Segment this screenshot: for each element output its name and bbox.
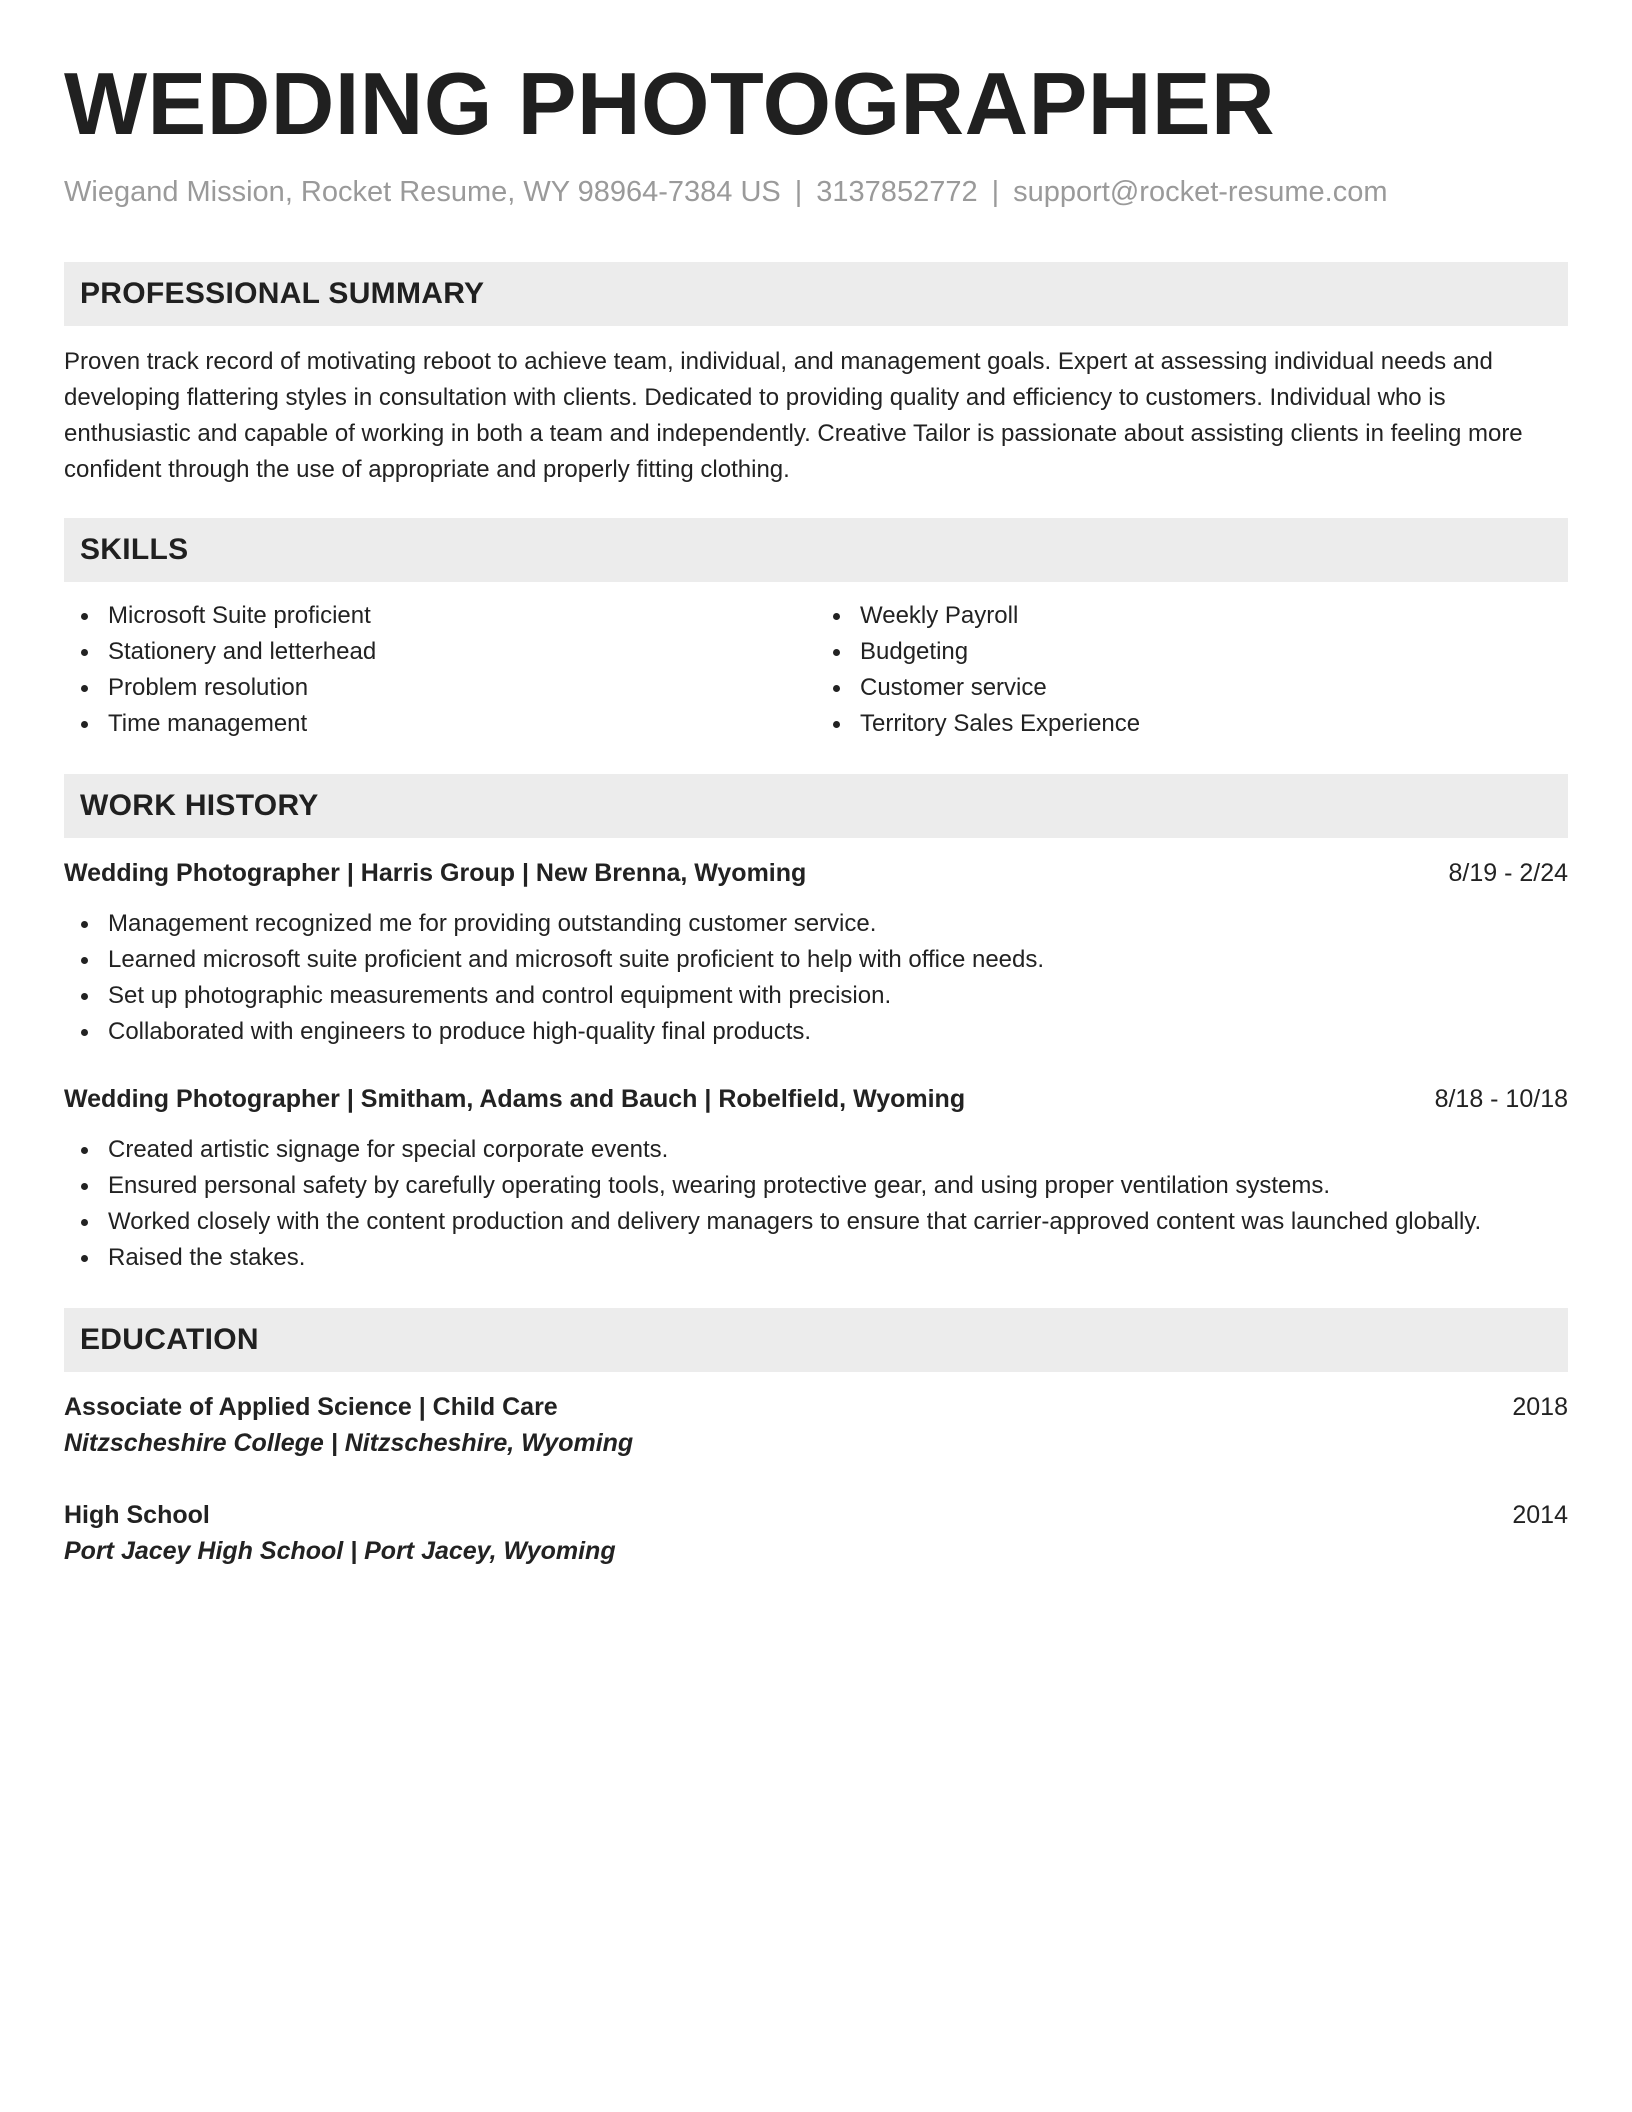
- job-bullet: Set up photographic measurements and control equipment with precision.: [108, 978, 1568, 1014]
- school-name: Nitzscheshire College | Nitzscheshire, Wyoming: [64, 1429, 634, 1457]
- summary-text: Proven track record of motivating reboot to achieve team, individual, and management goals. Expert at assessing individual needs and developing flattering styles in consultation with clients. Dedicated to providing quality and efficiency to customers. Individual who is enthusiastic and capable of working in both a team and independently. Creative Tailor is passionate about assisting clients in feeling more confident through the use of appropriate and properly fitting clothing.: [64, 348, 1523, 483]
- job-entry: [64, 856, 1568, 1050]
- graduation-year: 2018: [1512, 1393, 1568, 1421]
- school-name: Port Jacey High School | Port Jacey, Wyoming: [64, 1537, 616, 1565]
- job-bullet: Worked closely with the content production and delivery managers to ensure that carrier-approved content was launched globally.: [108, 1204, 1568, 1240]
- job-bullet: Collaborated with engineers to produce high-quality final products.: [108, 1014, 1568, 1050]
- skill-item: Budgeting: [860, 634, 1568, 670]
- skills-heading: SKILLS: [64, 518, 1568, 582]
- degree-title: High School: [64, 1501, 210, 1529]
- summary-heading: PROFESSIONAL SUMMARY: [64, 262, 1568, 326]
- contact-line: [64, 174, 1568, 210]
- skill-item: Customer service: [860, 670, 1568, 706]
- contact-separator: |: [991, 176, 1000, 208]
- candidate-title: WEDDING PHOTOGRAPHER: [64, 54, 1276, 153]
- education-header: [64, 1498, 1568, 1532]
- job-entry: [64, 1082, 1568, 1276]
- skill-item: Microsoft Suite proficient: [108, 598, 816, 634]
- graduation-year: 2014: [1512, 1501, 1568, 1529]
- contact-address: Wiegand Mission, Rocket Resume, WY 98964-7384 US: [64, 176, 781, 208]
- job-header: [64, 1082, 1568, 1116]
- job-bullet: Ensured personal safety by carefully operating tools, wearing protective gear, and using proper ventilation systems.: [108, 1168, 1568, 1204]
- job-header: [64, 856, 1568, 890]
- job-bullet: Raised the stakes.: [108, 1240, 1568, 1276]
- skill-item: Territory Sales Experience: [860, 706, 1568, 742]
- skills-column-right: [816, 598, 1568, 742]
- skill-item: Weekly Payroll: [860, 598, 1568, 634]
- education-entry: [64, 1498, 1568, 1570]
- skill-item: Stationery and letterhead: [108, 634, 816, 670]
- contact-separator: |: [794, 176, 803, 208]
- education-heading: EDUCATION: [64, 1308, 1568, 1372]
- education-entry: [64, 1390, 1568, 1462]
- skills-column-left: [64, 598, 816, 742]
- education-header: [64, 1390, 1568, 1424]
- job-bullets: [64, 1132, 1568, 1276]
- skill-item: Problem resolution: [108, 670, 816, 706]
- job-bullets: [64, 906, 1568, 1050]
- contact-email[interactable]: support@rocket-resume.com: [1013, 176, 1388, 208]
- job-bullet: Created artistic signage for special corporate events.: [108, 1132, 1568, 1168]
- work-history-heading: WORK HISTORY: [64, 774, 1568, 838]
- job-title: Wedding Photographer | Smitham, Adams and Bauch | Robelfield, Wyoming: [64, 1085, 966, 1113]
- skill-item: Time management: [108, 706, 816, 742]
- job-bullet: Learned microsoft suite proficient and microsoft suite proficient to help with office needs.: [108, 942, 1568, 978]
- job-dates: 8/19 - 2/24: [1448, 859, 1568, 887]
- job-dates: 8/18 - 10/18: [1434, 1085, 1568, 1113]
- degree-title: Associate of Applied Science | Child Care: [64, 1393, 558, 1421]
- skills-list: [64, 598, 1568, 742]
- job-bullet: Management recognized me for providing outstanding customer service.: [108, 906, 1568, 942]
- job-title: Wedding Photographer | Harris Group | New Brenna, Wyoming: [64, 859, 807, 887]
- contact-phone: 3137852772: [816, 176, 978, 208]
